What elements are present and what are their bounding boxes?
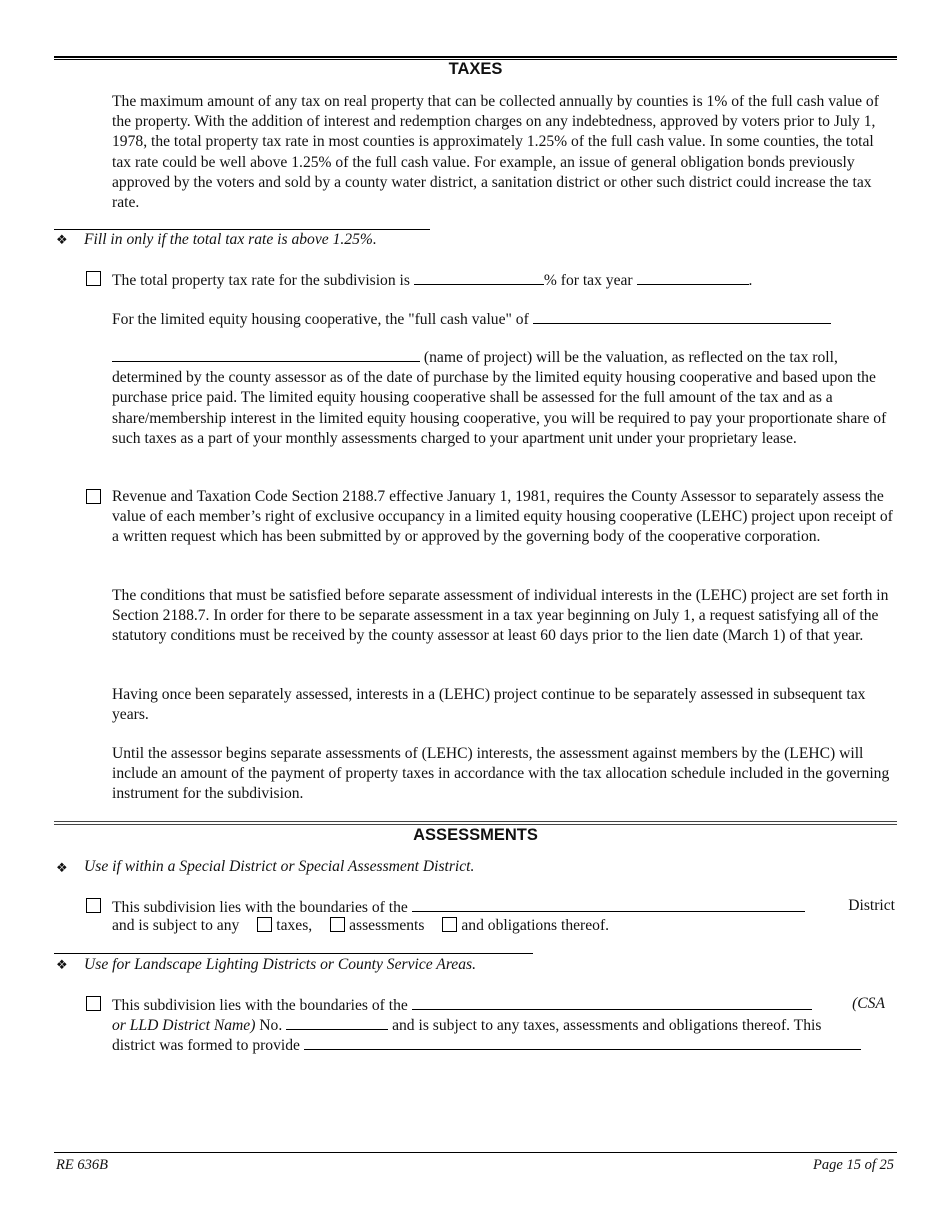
once-assessed-paragraph: Having once been separately assessed, interests in a (LEHC) project continue to be separately assessed in subsequent tax years.: [112, 686, 866, 724]
landscape-note-rule: [54, 953, 533, 954]
assessments-heading: ASSESSMENTS: [413, 826, 538, 844]
taxes-intro-paragraph: The maximum amount of any tax on real property that can be collected annually by counties is 1% of the full cash value of the property. With the addition of interest and redemption charges on any indebtedness, approved by voters prior to July 1, 1978, the total property tax rate in most counties is approximately 1.25% of the full cash value. In some counties, the total tax rate could be well above 1.25% of the full cash value. For example, an issue of general obligation bonds previously approved by the voters and sold by a county water district, a sanitation district or other such district could increase the tax rate.: [112, 93, 879, 212]
special-district-note: Use if within a Special District or Special Assessment District.: [84, 858, 475, 875]
landscape-note: Use for Landscape Lighting Districts or County Service Areas.: [84, 956, 476, 973]
valuation-text: (name of project) will be the valuation, as reflected on the tax roll, determined by the county assessor as of the date of purchase by the limited equity housing cooperative and based upon the purchase price paid. The limited equity housing cooperative shall be assessed for the full amount of the tax and as a share/membership interest in the limited equity housing cooperative, you will be required to pay your proportionate share of such taxes as a part of your monthly assessments charged to your apartment unit under your proprietary lease.: [112, 349, 887, 447]
csa-checkbox[interactable]: [86, 996, 101, 1011]
formed-text: district was formed to provide: [112, 1037, 300, 1054]
district-checkbox[interactable]: [86, 898, 101, 913]
assessments-checkbox[interactable]: [330, 917, 345, 932]
district-name-field[interactable]: [412, 897, 805, 912]
obligations-checkbox[interactable]: [442, 917, 457, 932]
cash-value-line: [112, 309, 831, 329]
tax-rate-field[interactable]: [414, 270, 544, 285]
subject-to-text: and is subject to any: [112, 917, 240, 934]
project-name-field[interactable]: [112, 347, 420, 362]
cash-value-field[interactable]: [533, 309, 831, 324]
csa-line-1: [112, 995, 885, 1015]
tax-rate-line: [112, 270, 752, 290]
taxes-option-label: taxes,: [276, 917, 313, 934]
until-assessor-paragraph: Until the assessor begins separate assessments of (LEHC) interests, the assessment against members by the (LEHC) will include an amount of the payment of property taxes in accordance with the tax allocation schedule included in the governing instrument for the subdivision.: [112, 745, 890, 803]
csa-line-3: [112, 1035, 861, 1055]
csa-name-field[interactable]: [412, 995, 812, 1010]
conditions-paragraph: The conditions that must be satisfied before separate assessment of individual interests in the (LEHC) project are set forth in Section 2188.7. In order for there to be separate assessment in a tax year beginning on July 1, a request satisfying all of the statutory conditions must be received by the county assessor at least 60 days prior to the lien date (March 1) of that year.: [112, 587, 889, 645]
csa-line-2: [112, 1015, 821, 1035]
fill-in-note: Fill in only if the total tax rate is above 1.25%.: [84, 231, 377, 248]
no-label: No.: [259, 1017, 283, 1034]
tax-rate-prefix: The total property tax rate for the subdivision is: [112, 272, 410, 289]
taxes-heading: TAXES: [448, 60, 503, 78]
csa-label: (CSA: [852, 995, 885, 1012]
note-rule: [54, 229, 430, 230]
taxes-checkbox[interactable]: [257, 917, 272, 932]
assessments-double-rule: [54, 821, 897, 825]
cash-value-text: For the limited equity housing cooperative, the "full cash value" of: [112, 311, 529, 328]
tax-rate-middle: % for tax year: [543, 272, 633, 289]
form-id: RE 636B: [56, 1157, 108, 1173]
obligations-option-label: and obligations thereof.: [461, 917, 610, 934]
page-number: Page 15 of 25: [813, 1157, 894, 1173]
revenue-code-paragraph: Revenue and Taxation Code Section 2188.7 effective January 1, 1981, requires the County Assessor to separately assess the value of each member’s right of exclusive occupancy in a limited equity housing cooperative (LEHC) project upon receipt of a written request which has been submitted by or approved by the governing body of the cooperative corporation.: [112, 488, 893, 546]
csa-prefix: This subdivision lies with the boundaries of the: [112, 997, 408, 1014]
valuation-paragraph: [112, 347, 895, 449]
district-suffix: District: [848, 897, 895, 914]
district-line-2: [112, 917, 609, 935]
district-line-1: [112, 897, 895, 917]
revenue-code-checkbox[interactable]: [86, 489, 101, 504]
tax-rate-suffix: .: [748, 272, 753, 289]
diamond-bullet-icon: ❖: [56, 958, 68, 973]
tax-year-field[interactable]: [637, 270, 749, 285]
footer-rule: [54, 1152, 897, 1153]
diamond-bullet-icon: ❖: [56, 861, 68, 876]
formed-purpose-field[interactable]: [304, 1035, 861, 1050]
district-number-field[interactable]: [286, 1015, 388, 1030]
lld-label: or LLD District Name): [112, 1017, 256, 1034]
district-prefix: This subdivision lies with the boundaries of the: [112, 899, 408, 916]
assessments-option-label: assessments: [349, 917, 425, 934]
tax-rate-checkbox[interactable]: [86, 271, 101, 286]
subject-text: and is subject to any taxes, assessments and obligations thereof. This: [392, 1017, 822, 1034]
diamond-bullet-icon: ❖: [56, 233, 68, 248]
